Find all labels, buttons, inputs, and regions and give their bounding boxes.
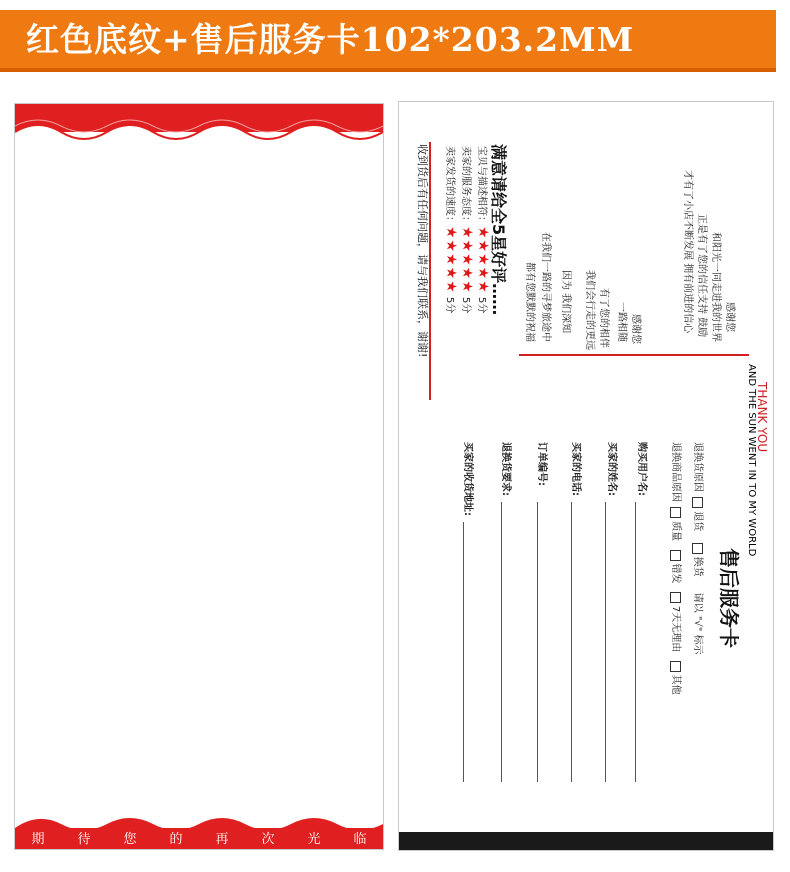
rating-score: 5分 xyxy=(476,296,487,314)
thanks-line: 和阳光一同走进我的世界 xyxy=(710,232,721,342)
header-banner xyxy=(0,0,790,72)
wave-pattern-bottom xyxy=(15,810,383,828)
slogan-char: 待 xyxy=(77,832,91,847)
rating-label: 卖家发货的速度： xyxy=(444,146,455,226)
return-reason-row xyxy=(692,442,707,655)
slogan-char: 期 xyxy=(31,832,45,847)
thanks-line: 因为 我们深知 xyxy=(560,270,571,334)
rating-label: 宝贝与描述相符： xyxy=(476,146,487,226)
exchange-checkbox[interactable] xyxy=(693,543,704,554)
card-back xyxy=(398,101,774,851)
wrong-option: 错发 xyxy=(670,563,681,584)
banner-title: 红色底纹+售后服务卡102*203.2MM xyxy=(26,20,635,59)
7days-option: 7天无理由 xyxy=(670,605,681,653)
front-top-pattern xyxy=(15,104,383,132)
back-bottom-bar xyxy=(399,832,773,850)
wave-pattern-top xyxy=(15,104,383,144)
thanks-line: 感谢您 xyxy=(630,314,641,344)
slogan xyxy=(15,828,383,847)
exchange-option: 换货 xyxy=(692,556,703,577)
rating-row xyxy=(443,146,459,313)
thanks-line: 感谢您 xyxy=(724,302,735,332)
front-bottom-pattern xyxy=(15,811,383,849)
slogan-char: 光 xyxy=(307,832,321,847)
rating-score: 5分 xyxy=(444,296,455,314)
thanks-line: 都有您默默的祝福 xyxy=(524,262,535,342)
other-option: 其他 xyxy=(670,674,681,695)
thanks-line: 我们会行走的更远 xyxy=(584,270,595,350)
rating-score: 5分 xyxy=(460,296,471,314)
banner-background xyxy=(0,10,776,72)
slogan-char: 您 xyxy=(123,832,137,847)
quality-option: 质量 xyxy=(670,521,681,542)
rating-row xyxy=(459,146,475,313)
buyer-id-line[interactable] xyxy=(635,502,636,782)
rating-label: 卖家的服务态度： xyxy=(460,146,471,226)
review-title: 满意请给全5星好评…… xyxy=(489,144,508,316)
wrong-checkbox[interactable] xyxy=(671,550,682,561)
slogan-char: 临 xyxy=(353,832,367,847)
rating-stars: ★★★★★ xyxy=(475,226,491,294)
rating-stars: ★★★★★ xyxy=(459,226,475,294)
thanks-line: 有了您的相伴 xyxy=(598,288,609,348)
thanks-line: 才有了小店不断发展 拥有前进的信心 xyxy=(682,170,693,334)
rating-row xyxy=(475,146,491,313)
return-option: 退货 xyxy=(692,511,703,532)
buyer-name-line[interactable] xyxy=(605,502,606,782)
buyer-phone-label: 买家的电话: xyxy=(570,442,581,496)
slogan-char: 次 xyxy=(261,832,275,847)
thanks-line: 正是有了您的信任支持 鼓励 xyxy=(696,214,707,338)
buyer-name-label: 买家的姓名: xyxy=(606,442,617,496)
buyer-phone-line[interactable] xyxy=(571,502,572,782)
thank-you-text: THANK YOU xyxy=(755,382,769,453)
slogan-char: 的 xyxy=(169,832,183,847)
slogan-char: 再 xyxy=(215,832,229,847)
sun-line: AND THE SUN WENT IN TO MY WORLD xyxy=(746,364,757,557)
address-line[interactable] xyxy=(463,522,464,782)
card-title: 售后服务卡 xyxy=(717,548,741,648)
mark-hint: 请以 "√" 标示 xyxy=(692,592,703,655)
contact-note: 收到货后有任何问题，请与我们联系，谢谢! xyxy=(416,144,429,358)
request-label: 退换货要求: xyxy=(500,442,511,496)
other-checkbox[interactable] xyxy=(671,661,682,672)
thanks-line: 一路相随 xyxy=(616,302,627,342)
buyer-id-label: 购买用户名: xyxy=(636,442,647,496)
divider-red-top xyxy=(519,354,749,356)
item-reason-row xyxy=(670,442,685,695)
rating-stars: ★★★★★ xyxy=(443,226,459,294)
order-no-line[interactable] xyxy=(537,502,538,782)
order-no-label: 订单编号: xyxy=(536,442,547,486)
request-line[interactable] xyxy=(501,502,502,782)
quality-checkbox[interactable] xyxy=(671,507,682,518)
card-front xyxy=(14,103,384,850)
7days-checkbox[interactable] xyxy=(671,592,682,603)
item-reason-label: 退换商品原因 xyxy=(670,442,681,502)
address-label: 买家的收货地址: xyxy=(462,442,473,516)
return-reason-label: 退换货原因 xyxy=(692,442,703,492)
thanks-line: 在我们一路的寻梦旅途中 xyxy=(540,232,551,342)
return-checkbox[interactable] xyxy=(693,497,704,508)
